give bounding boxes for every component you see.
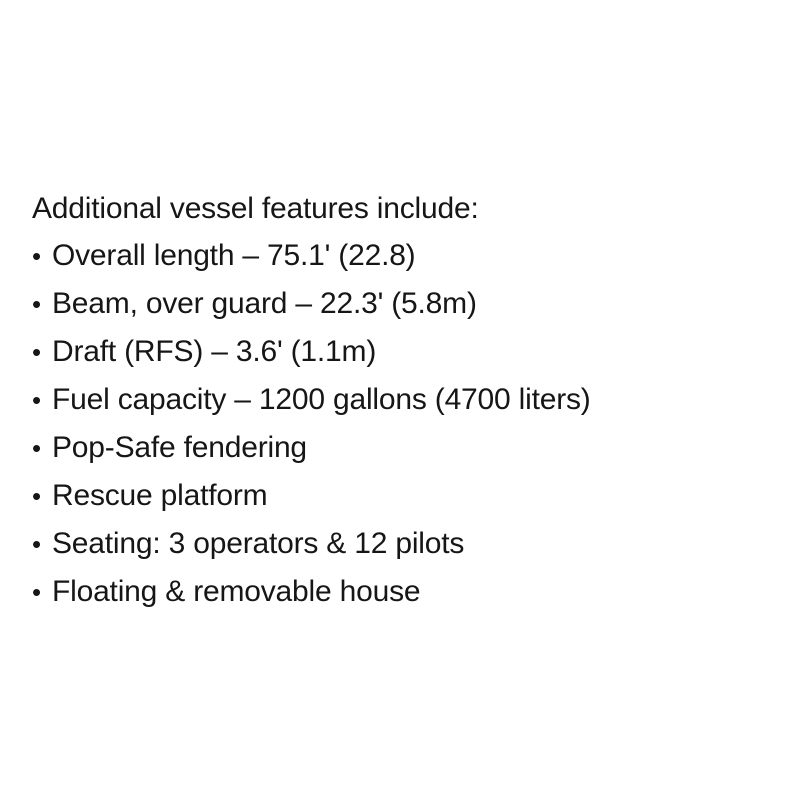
vessel-features-block — [32, 185, 792, 616]
list-item — [32, 520, 792, 568]
bullet-icon: • — [32, 481, 41, 511]
page-title: Additional vessel features include: — [32, 192, 479, 225]
bullet-icon: • — [32, 385, 41, 415]
list-item — [32, 232, 792, 280]
list-item-label: Draft (RFS) – 3.6' (1.1m) — [52, 335, 377, 368]
list-item-label: Floating & removable house — [52, 575, 421, 608]
list-item-label: Rescue platform — [52, 479, 268, 512]
bullet-icon: • — [32, 529, 41, 559]
list-item — [32, 280, 792, 328]
list-item — [32, 424, 792, 472]
list-item — [32, 568, 792, 616]
bullet-icon: • — [32, 433, 41, 463]
list-item-label: Pop-Safe fendering — [52, 431, 307, 464]
list-item-label: Seating: 3 operators & 12 pilots — [52, 527, 465, 560]
list-item — [32, 472, 792, 520]
list-item-label: Fuel capacity – 1200 gallons (4700 liters) — [52, 383, 591, 416]
bullet-icon: • — [32, 337, 41, 367]
bullet-icon: • — [32, 289, 41, 319]
bullet-icon: • — [32, 241, 41, 271]
list-item-label: Beam, over guard – 22.3' (5.8m) — [52, 287, 477, 320]
list-item — [32, 376, 792, 424]
list-item — [32, 328, 792, 376]
list-item-label: Overall length – 75.1' (22.8) — [52, 239, 416, 272]
bullet-icon: • — [32, 577, 41, 607]
feature-list — [32, 232, 792, 616]
